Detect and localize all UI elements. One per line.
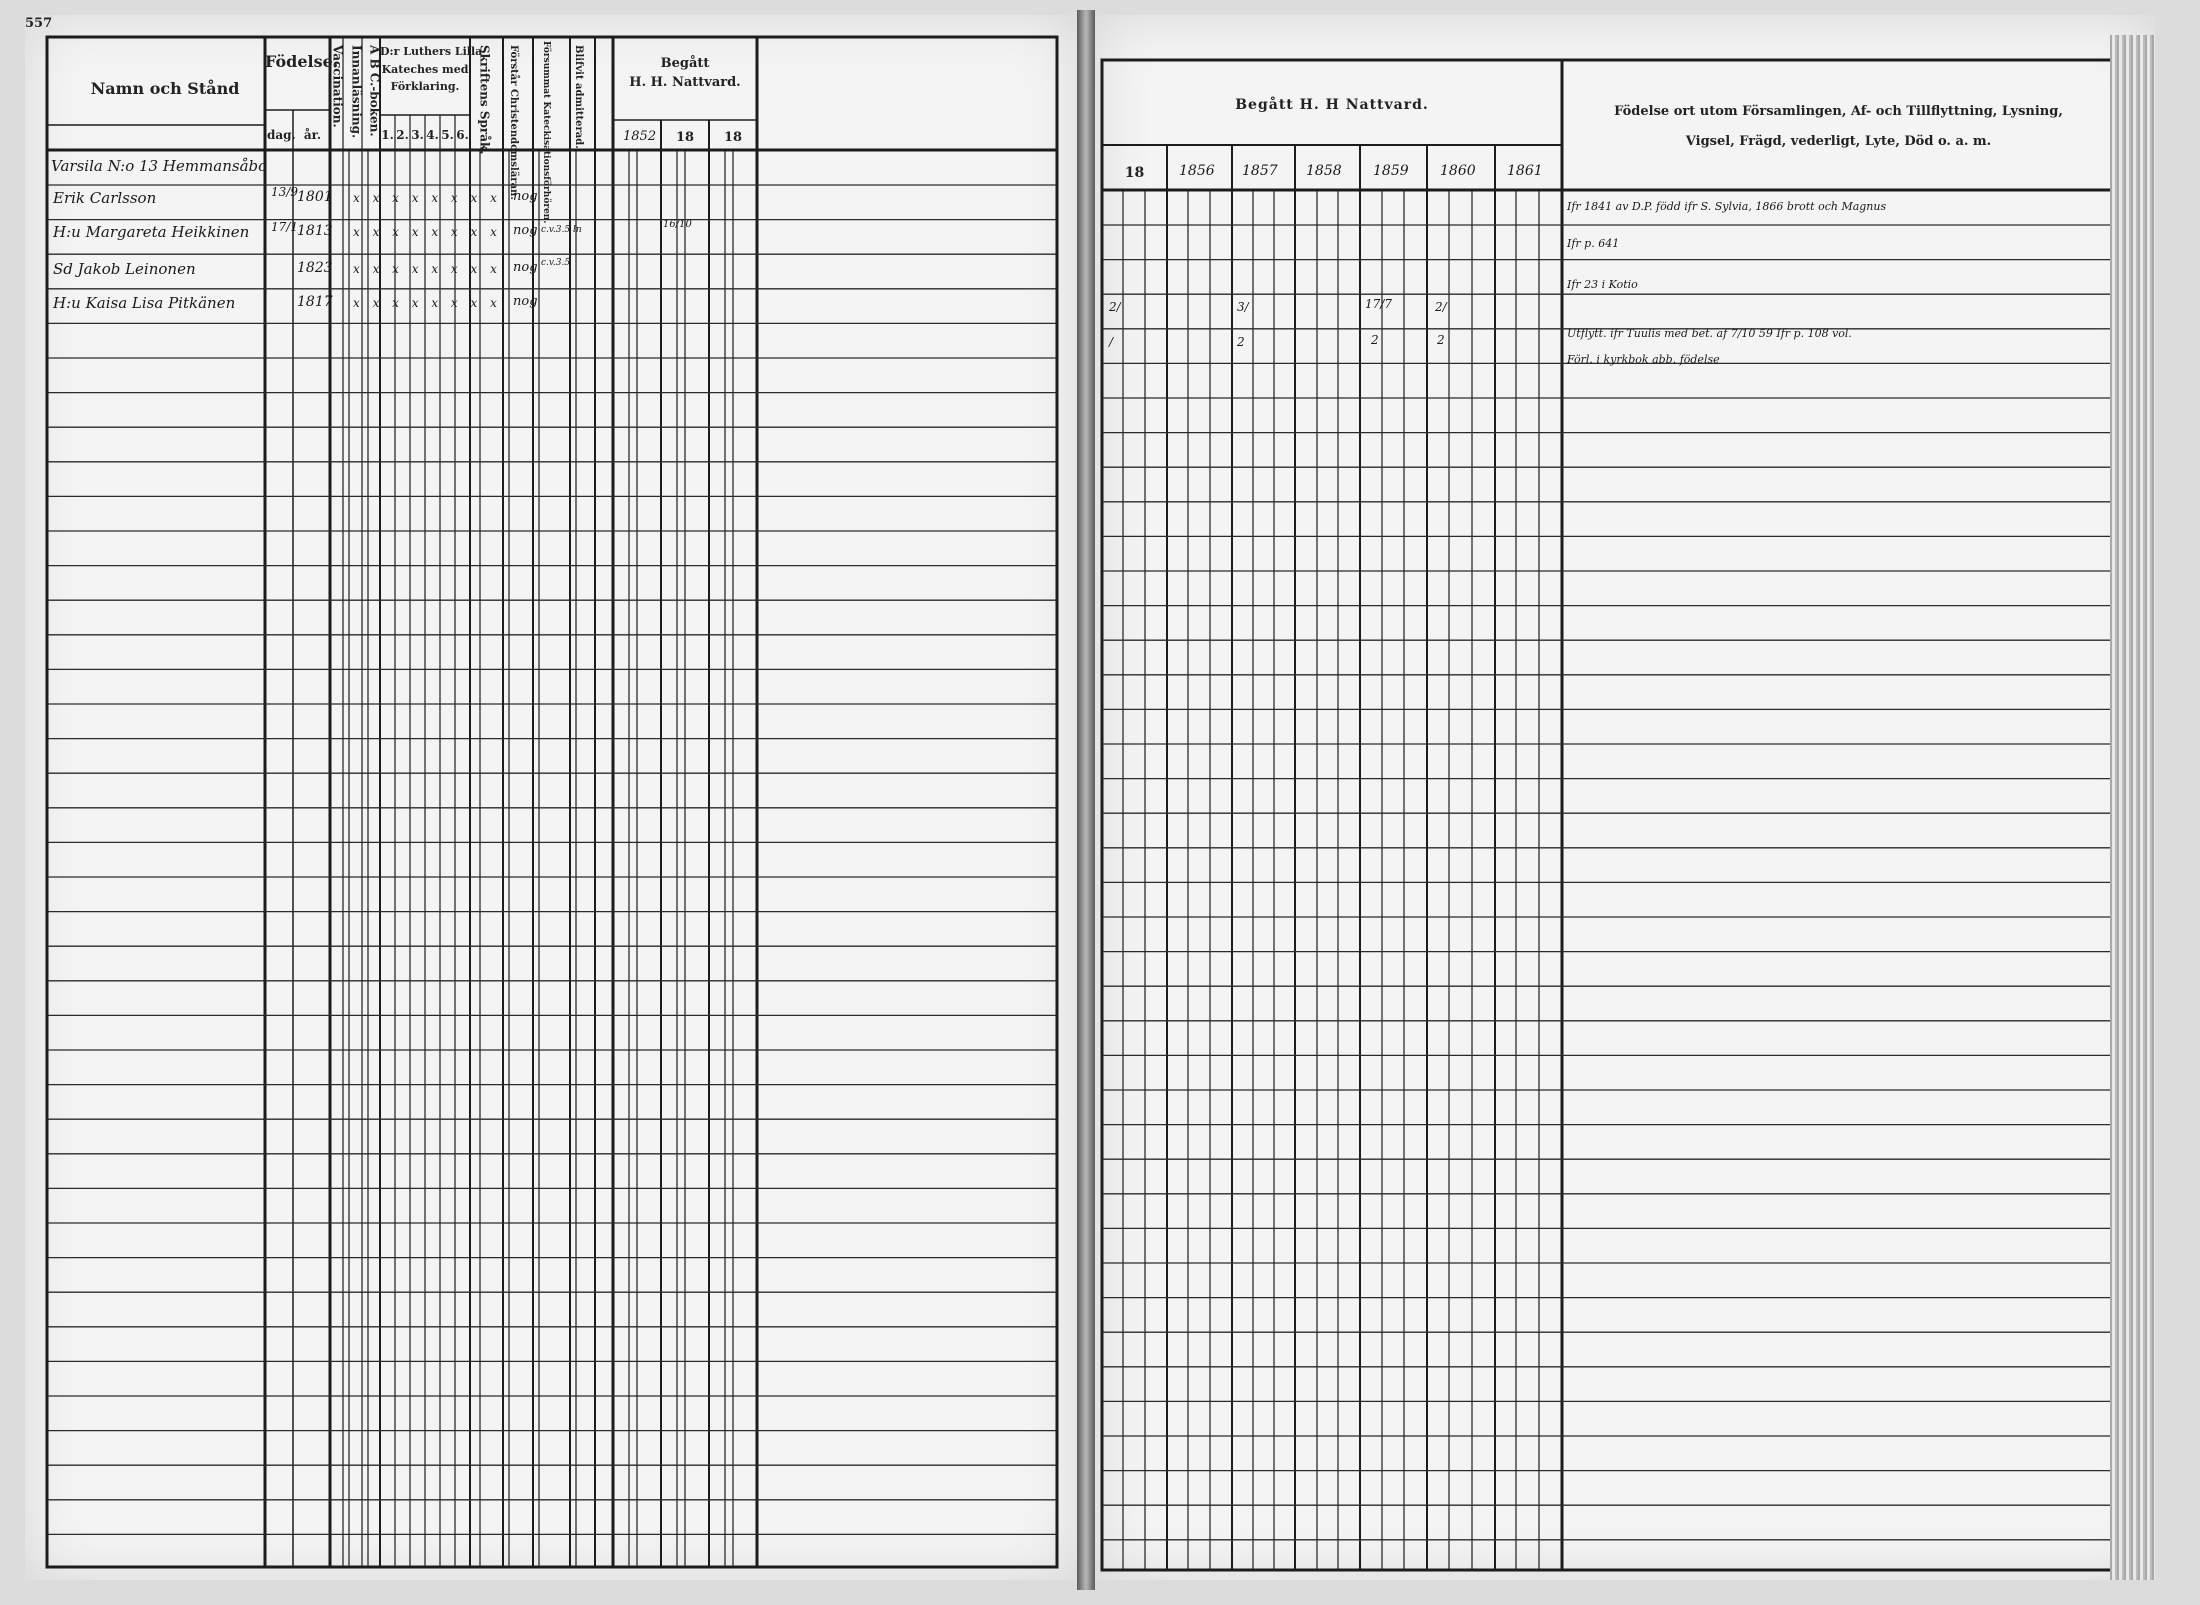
- header-admitted: Blifvit admitterad.: [573, 45, 584, 149]
- person-marks: x x x x x x x x: [353, 191, 502, 205]
- person-note: c.v.3.5: [541, 258, 571, 268]
- catechism-line2: Kateches med: [381, 62, 469, 76]
- page-number: 557: [25, 16, 53, 31]
- header-birth-day: dag.: [267, 128, 296, 142]
- catechism-part-4: 4.: [426, 128, 439, 142]
- header-name: Namn och Stånd: [90, 79, 240, 98]
- catechism-part-5: 5.: [441, 128, 454, 142]
- header-vaccination: Vaccination.: [330, 45, 345, 128]
- person-name: H:u Margareta Heikkinen: [53, 223, 250, 241]
- comm-mark: 2: [1437, 333, 1445, 347]
- remark: Förl. i kyrkbok abb. födelse: [1567, 353, 1720, 366]
- person-name: Erik Carlsson: [53, 189, 157, 207]
- left-page-grid: [25, 15, 1077, 1580]
- person-forstar: nog: [513, 223, 538, 238]
- person-forstar: nog: [513, 294, 538, 309]
- person-communion: 16/10: [663, 219, 692, 230]
- catechism-part-3: 3.: [411, 128, 424, 142]
- comm-mark: /: [1109, 335, 1114, 349]
- left-page: [25, 15, 1077, 1580]
- person-name: Sd Jakob Leinonen: [53, 260, 196, 278]
- comm-mark: 2: [1237, 335, 1245, 349]
- right-page: [1095, 15, 2155, 1580]
- person-forstar: nog: [513, 189, 538, 204]
- remark: Ifr 23 i Kotio: [1567, 278, 1638, 291]
- person-birth-day: 13/9: [271, 185, 298, 199]
- right-year-7: 1861: [1507, 163, 1543, 179]
- right-year-5: 1859: [1373, 163, 1409, 179]
- household-title: Varsila N:o 13 Hemmansåbo: [51, 157, 268, 175]
- person-marks: x x x x x x x x: [353, 262, 502, 276]
- communion-line2: H. H. Nattvard.: [629, 74, 741, 90]
- header-forstar: Förstår Christendomsläran.: [508, 45, 519, 200]
- header-forsummat: Försummat Kateckisationsförhören.: [540, 41, 551, 224]
- header-birth-year: år.: [303, 128, 322, 142]
- catechism-line1: D:r Luthers Lilla: [380, 45, 483, 58]
- remark: Utflytt. ifr Tuulis med bet. af 7/10 59 Ifr p. 108 vol.: [1567, 327, 1852, 340]
- person-birth-year: 1817: [297, 294, 333, 310]
- right-year-2: 1856: [1179, 163, 1215, 179]
- header-innanlasning: Innanläsning.: [349, 45, 364, 139]
- right-year-6: 1860: [1440, 163, 1476, 179]
- person-name: H:u Kaisa Lisa Pitkänen: [53, 294, 236, 312]
- remark: Ifr p. 641: [1567, 237, 1620, 250]
- left-year-1: 1852: [623, 129, 657, 144]
- remarks-line2: Vigsel, Frägd, vederligt, Lyte, Död o. a. m.: [1685, 133, 1992, 149]
- book-page-edges: [2110, 35, 2155, 1580]
- left-year-3: 18: [723, 130, 743, 145]
- catechism-line3: Förklaring.: [390, 80, 460, 94]
- person-birth-day: 17/1: [271, 220, 298, 234]
- header-communion: [613, 55, 757, 93]
- comm-mark: 2: [1371, 333, 1379, 347]
- right-year-3: 1857: [1242, 163, 1278, 179]
- catechism-part-1: 1.: [381, 128, 394, 142]
- right-year-4: 1858: [1306, 163, 1342, 179]
- catechism-part-6: 6.: [456, 128, 469, 142]
- book-gutter: [1077, 10, 1095, 1590]
- right-page-grid: [1095, 15, 2155, 1580]
- header-remarks: [1565, 97, 2112, 157]
- right-year-1: 18: [1124, 165, 1145, 181]
- left-year-2: 18: [675, 130, 695, 145]
- comm-mark: 2/: [1435, 300, 1447, 314]
- person-birth-year: 1801: [297, 189, 333, 205]
- remark: Ifr 1841 av D.P. född ifr S. Sylvia, 1866 brott och Magnus: [1567, 200, 1887, 213]
- remarks-line1: Födelse ort utom Församlingen, Af- och Tillflyttning, Lysning,: [1614, 104, 2063, 119]
- communion-line1: Begått: [660, 56, 710, 71]
- person-birth-year: 1823: [297, 260, 333, 276]
- header-catechism: [380, 43, 483, 96]
- comm-mark: 3/: [1237, 300, 1249, 314]
- catechism-part-2: 2.: [396, 128, 409, 142]
- header-birth: Födelse.: [265, 52, 339, 71]
- comm-mark: 2/: [1109, 300, 1121, 314]
- person-marks: x x x x x x x x: [353, 225, 502, 239]
- comm-mark: 17/7: [1365, 297, 1392, 311]
- header-communion-right: Begått H. H Nattvard.: [1235, 97, 1429, 113]
- person-forstar: nog: [513, 260, 538, 275]
- header-abc: A B C.-boken.: [367, 45, 382, 137]
- person-birth-year: 1813: [297, 223, 333, 239]
- person-marks: x x x x x x x x: [353, 296, 502, 310]
- person-note: c.v.3.5 ln: [541, 225, 582, 235]
- header-scripture: Skriftens Språk.: [477, 45, 492, 155]
